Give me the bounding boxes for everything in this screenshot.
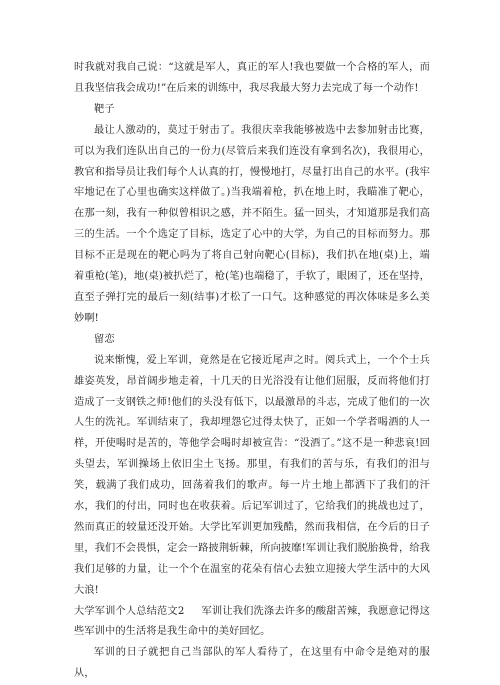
section-heading-farewell: 留恋 bbox=[94, 333, 115, 345]
next-article-block bbox=[74, 602, 430, 644]
section-body-target: 最让人激动的，莫过于射击了。我很庆幸我能够被选中去参加射击比赛，可以为我们连队出自己的一份力(尽管后来我们连没有拿到名次)，我很用心，教官和指导员让我们每个人认真的打，慢慢地打，尽量打出自己的水平。(我牢牢地记在了心里也确实这样做了。)当我端着枪，扒在地上时，我瞄准了靶心，在那一刻，我有一种似曾相识之感，并不陌生。猛一回头，才知道那是我们高三的生活。一个个选定了目标，选定了心中的大学，为自己的目标而努力。那目标不正是现在的靶心吗为了将自己射向靶心(目标)，我们扒在地(桌)上，端着重枪(笔)，地(桌)被扒烂了，枪(笔)也端稳了，手软了，眼困了，还在坚持，直至子弹打完的最后一刻(结事)才松了一口气。这种感觉的再次体味是多么美妙啊! bbox=[74, 124, 430, 324]
section-heading-target: 靶子 bbox=[94, 103, 115, 115]
next-article-intro: 军训让我们洗涤去许多的酸甜苦辣，我愿意记得这些军训中的生活将是我生命中的美好回忆。 bbox=[74, 605, 430, 638]
next-article-first-line: 军训的日子就把自己当部队的军人看待了，在这里有中命令是绝对的服从， bbox=[74, 647, 430, 680]
document-page bbox=[74, 58, 430, 685]
opening-paragraph: 时我就对我自己说：“这就是军人，真正的军人!我也要做一个合格的军人，而且我坚信我会成功!”在后来的训练中，我尽我最大努力去完成了每一个动作! bbox=[74, 62, 430, 94]
next-article-title: 大学军训个人总结范文2 bbox=[74, 605, 185, 617]
section-body-farewell: 说来惭愧，爱上军训，竟然是在它接近尾声之时。阅兵式上，一个个士兵雄姿英发，昂首阔步地走着，十几天的日光浴没有让他们屈服，反而将他们打造成了一支钢铁之师!他们的头没有低下，以最激昂的斗志，完成了他们的一次人生的洗礼。军训结束了，我却埋怨它过得太快了，正如一个学者喝酒的人一样，开使喝时是苦的，等他学会喝时却被宣告：“没酒了。”这不是一种悲哀!回头望去，军训操场上依旧尘土飞扬。那里，有我们的苦与乐，有我们的汨与笑，载满了我们成功，回荡着我们的歌声。每一片土地上都洒下了我们的汗水，我们的付出，同时也在收获着。后记军训过了，它给我们的挑战也过了，然而真正的较量还没开始。大学比军训更加残酷，然而我相信，在今后的日子里，我们不会畏惧，定会一路披荆斩棘，所向披靡!军训让我们脱胎换骨，给我我们足够的力量，让一个个在温室的花朵有信心去独立迎接大学生活中的大风大浪! bbox=[74, 354, 430, 596]
